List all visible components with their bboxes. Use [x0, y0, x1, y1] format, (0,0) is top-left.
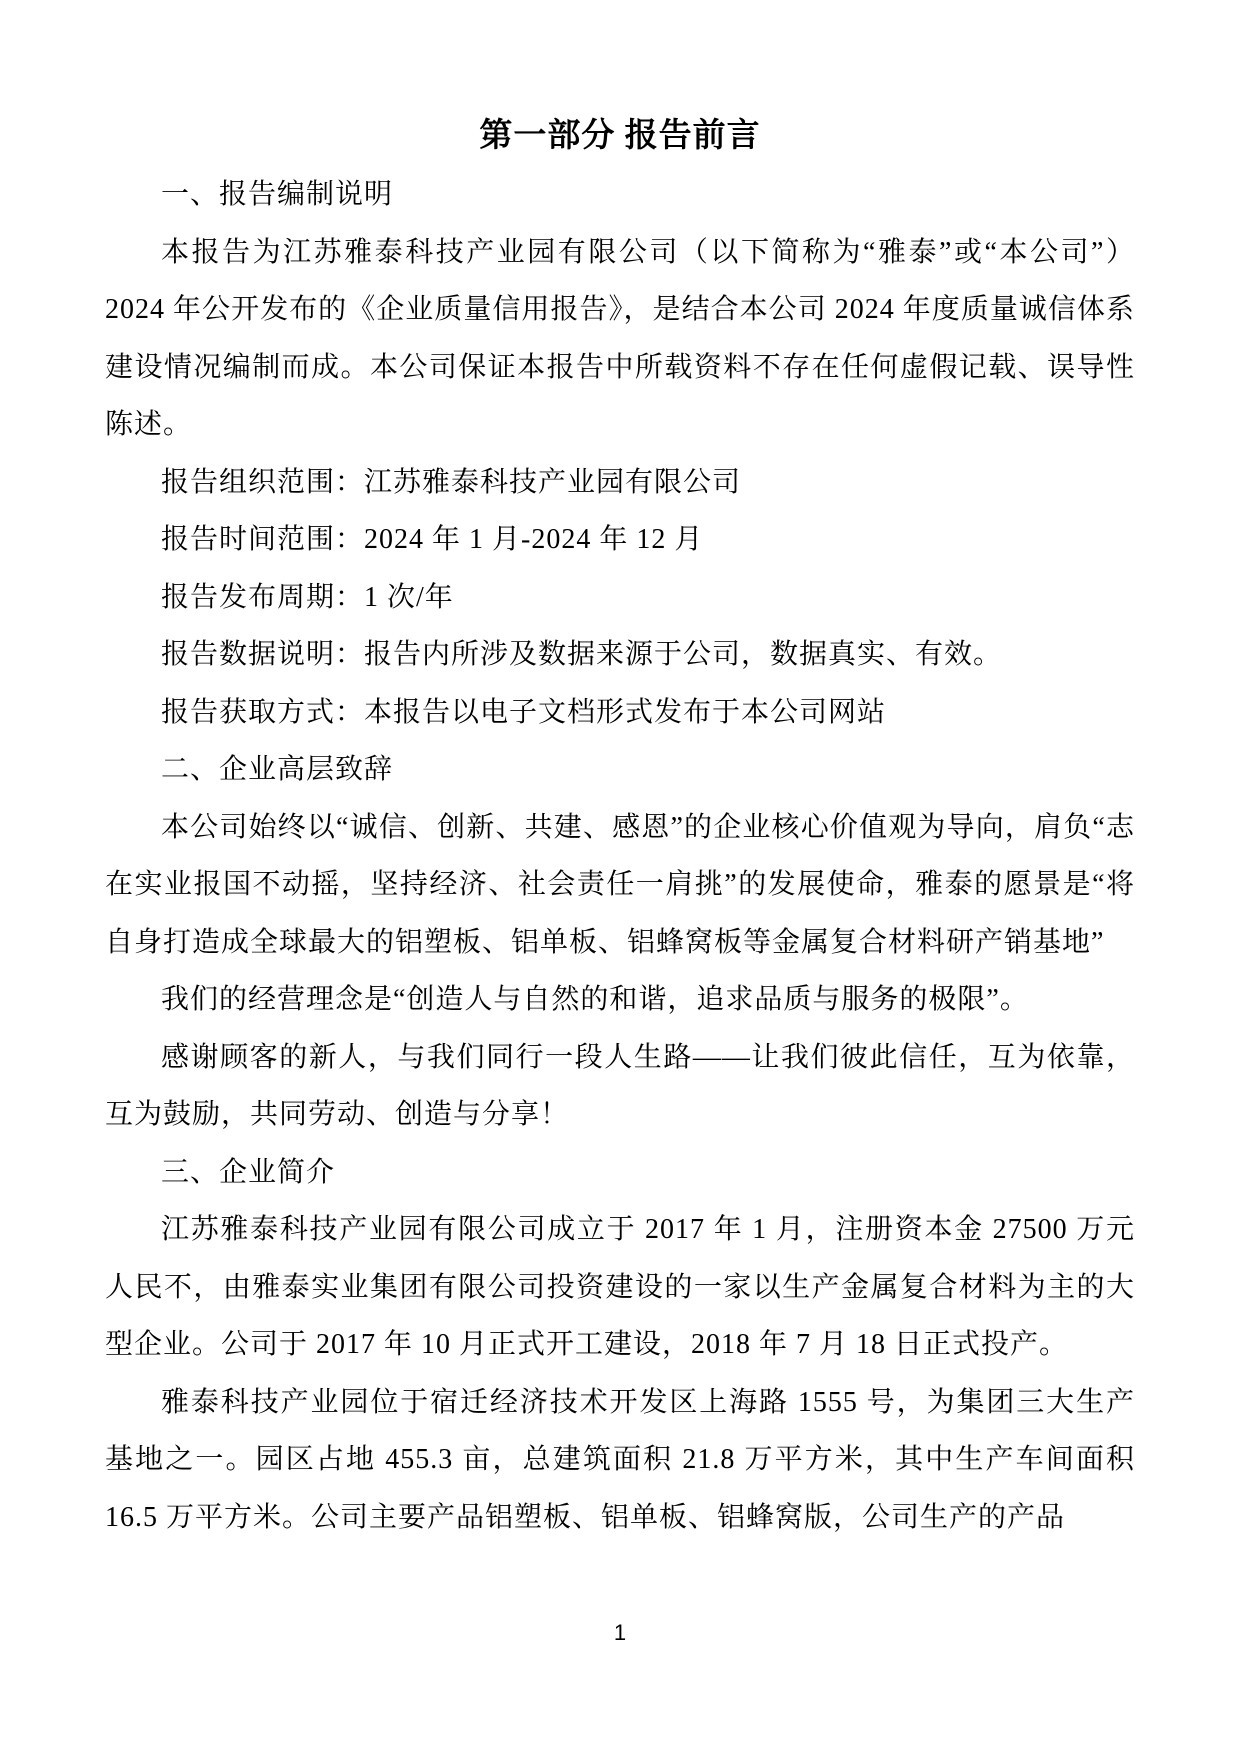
body-paragraph: 我们的经营理念是“创造人与自然的和谐，追求品质与服务的极限”。 — [161, 984, 1029, 1015]
document-body — [105, 166, 1135, 1546]
body-paragraph: 本报告为江苏雅泰科技产业园有限公司（以下简称为“雅泰”或“本公司”）2024 年公开发布的《企业质量信用报告》，是结合本公司 2024 年度质量诚信体系建设情况编制而成。本公司保证本报告中所载资料不存在任何虚假记载、误导性陈述。 — [105, 236, 1135, 440]
report-scope-line: 报告组织范围：江苏雅泰科技产业园有限公司 — [161, 466, 742, 498]
body-paragraph: 雅泰科技产业园位于宿迁经济技术开发区上海路 1555 号，为集团三大生产基地之一。园区占地 455.3 亩，总建筑面积 21.8 万平方米，其中生产车间面积 16.5 万平方米。公司主要产品铝塑板、铝单板、铝蜂窝版，公司生产的产品 — [105, 1386, 1135, 1533]
report-access-line: 报告获取方式：本报告以电子文档形式发布于本公司网站 — [161, 696, 887, 728]
page-title: 第一部分 报告前言 — [479, 118, 761, 154]
body-paragraph: 本公司始终以“诚信、创新、共建、感恩”的企业核心价值观为导向，肩负“志在实业报国不动摇，坚持经济、社会责任一肩挑”的发展使命，雅泰的愿景是“将自身打造成全球最大的铝塑板、铝单板、铝蜂窝板等金属复合材料研产销基地” — [105, 811, 1135, 958]
report-frequency-line: 报告发布周期：1 次/年 — [161, 581, 454, 613]
section-heading-3: 三、企业简介 — [161, 1156, 336, 1188]
section-heading-1: 一、报告编制说明 — [161, 179, 394, 210]
report-period-line: 报告时间范围：2024 年 1 月-2024 年 12 月 — [161, 524, 704, 555]
body-paragraph: 江苏雅泰科技产业园有限公司成立于 2017 年 1 月，注册资本金 27500 万元人民不，由雅泰实业集团有限公司投资建设的一家以生产金属复合材料为主的大型企业。公司于 2017 年 10 月正式开工建设，2018 年 7 月 18 日正式投产。 — [105, 1214, 1135, 1360]
body-paragraph: 感谢顾客的新人，与我们同行一段人生路——让我们彼此信任，互为依靠，互为鼓励，共同劳动、创造与分享！ — [105, 1041, 1135, 1130]
page-number: 1 — [613, 1620, 627, 1645]
document-content — [105, 106, 1135, 1546]
report-data-note-line: 报告数据说明：报告内所涉及数据来源于公司，数据真实、有效。 — [161, 639, 1003, 670]
section-heading-2: 二、企业高层致辞 — [161, 754, 394, 785]
